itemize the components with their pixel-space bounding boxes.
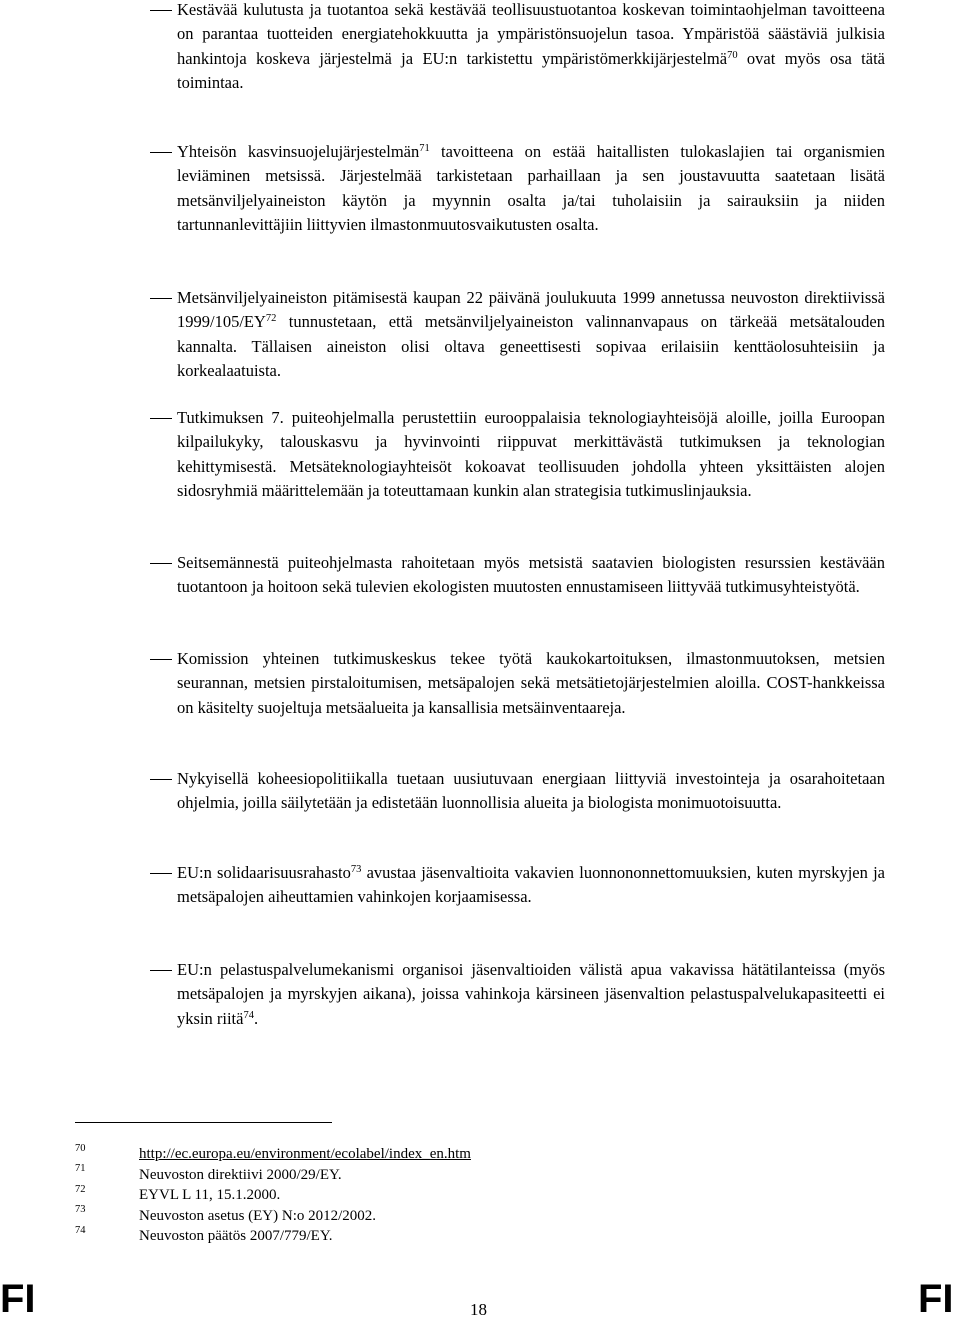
footnote-ref[interactable]: 74 — [243, 1009, 254, 1021]
footnote-number: 72 — [75, 1184, 86, 1195]
footnote-text: Neuvoston päätös 2007/779/EY. — [139, 1228, 333, 1244]
dash-bullet — [150, 10, 172, 11]
footnote-number: 73 — [75, 1204, 86, 1215]
footnote-ref[interactable]: 71 — [419, 143, 430, 154]
item-text: Komission yhteinen tutkimuskeskus tekee työtä kaukokartoituksen, ilmastonmuutoksen, metsien seurannan, metsien pirstaloitumisen, metsäpalojen sekä metsätietojärjestelmien aloilla. COST-hankkeissa on käsitelty suojeltuja metsäalueita ja kansallisia metsäinventaareja. — [177, 649, 885, 717]
item-text: Metsänviljelyaineiston pitämisestä kaupan 22 päivänä joulukuuta 1999 annetussa neuvoston direktiivissä 1999/105/EY$^{72}$ tunnustetaan, että metsänviljelyaineiston valinnanvapaus on tärkeää metsätalouden kannalta. Tällaisen aineiston olisi oltava geneettisesti sopivaa erilaisiin kenttäolosuhteisiin ja korkealaatuista. — [177, 288, 885, 380]
footnote-link[interactable]: http://ec.europa.eu/environment/ecolabel/index_en.htm — [139, 1146, 471, 1162]
item-text: Nykyisellä koheesiopolitiikalla tuetaan uusiutuvaan energiaan liittyviä investointeja ja osarahoitetaan ohjelmia, joilla säilytetään ja edistetään luonnollisia alueita ja biologista monimuotoisuutta. — [177, 769, 885, 813]
dash-bullet — [150, 873, 172, 874]
dash-bullet — [150, 152, 172, 153]
footnote-number: 74 — [75, 1225, 86, 1236]
footnote-ref[interactable]: 73 — [350, 864, 362, 875]
footer-language-left: FI — [0, 1277, 36, 1321]
item-text: Kestävää kulutusta ja tuotantoa sekä kestävää teollisuustuotantoa koskevan toimintaohjelman tavoitteena on parantaa tuotteiden energiatehokkuutta ja ympäristönsuojelun tasoa. Ympäristöä säästäviä julkisia hankintoja koskeva järjestelmä ja EU:n tarkistettu ympäristömerkkijärjestelmä$^{70}$ ovat myös osa tätä toimintaa. — [177, 0, 885, 92]
footnote-text: Neuvoston asetus (EY) N:o 2012/2002. — [139, 1208, 377, 1224]
dash-bullet — [150, 563, 172, 564]
footnote-text: Neuvoston direktiivi 2000/29/EY. — [139, 1167, 342, 1183]
item-text: Yhteisön kasvinsuojelujärjestelmän$^{71}$ tavoitteena on estää haitallisten tulokaslajien tai organismien leviäminen metsissä. Järjestelmää tarkistetaan parhaillaan ja sen joustavuutta saatetaan lisätä metsänviljelyaineiston käytön ja myynnin osalta ja/tai tuholaisiin ja sairauksiin ja niiden tartunnanlevittäjiin liittyvien ilmastonmuutosvaikutusten osalta. — [177, 142, 886, 234]
footer-language-right: FI — [918, 1277, 954, 1321]
footnote-text: EYVL L 11, 15.1.2000. — [139, 1187, 281, 1203]
footnote-number: 70 — [75, 1143, 86, 1154]
item-text: EU:n solidaarisuusrahasto$^{73}$ avustaa jäsenvaltioita vakavien luonnononnettomuuksien, kuten myrskyjen ja metsäpalojen aiheuttamien vahinkojen korjaamisessa. — [177, 863, 885, 907]
footnote-separator — [75, 1122, 332, 1123]
footnote-ref[interactable]: 72 — [265, 313, 277, 325]
dash-bullet — [150, 418, 172, 419]
item-text: Tutkimuksen 7. puiteohjelmalla perustettiin eurooppalaisia teknologiayhteisöjä aloille, joilla Euroopan kilpailukyky, talouskasvu ja hyvinvointi riippuvat merkittävästä tutkimuksen ja teknologian kehittymisestä. Metsäteknologiayhteisöt kokoavat teollisuuden johdolla yhteen yksittäisten alojen sidosryhmiä määrittelemään ja toteuttamaan kunkin alan strategisia tutkimuslinjauksia. — [177, 408, 885, 500]
footnote-number: 71 — [75, 1163, 86, 1174]
dash-bullet — [150, 779, 172, 780]
dash-bullet — [150, 970, 172, 971]
dash-bullet — [150, 659, 172, 660]
item-text: Seitsemännestä puiteohjelmasta rahoitetaan myös metsistä saatavien biologisten resurssien kestävään tuotantoon ja hoitoon sekä tulevien ekologisten muutosten ennustamiseen liittyvää tutkimusyhteistyötä. — [177, 553, 885, 597]
page-number: 18 — [470, 1300, 487, 1319]
item-text: EU:n pelastuspalvelumekanismi organisoi jäsenvaltioiden välistä apua vakavissa hätätilanteissa (myös metsäpalojen ja myrskyjen aikana), joissa vahinkoja kärsineen jäsenvaltion pelastuspalvelukapasiteetti ei yksin riitä$^{74}$. — [177, 960, 885, 1028]
dash-bullet — [150, 298, 172, 299]
footnote-ref[interactable]: 70 — [727, 49, 738, 61]
